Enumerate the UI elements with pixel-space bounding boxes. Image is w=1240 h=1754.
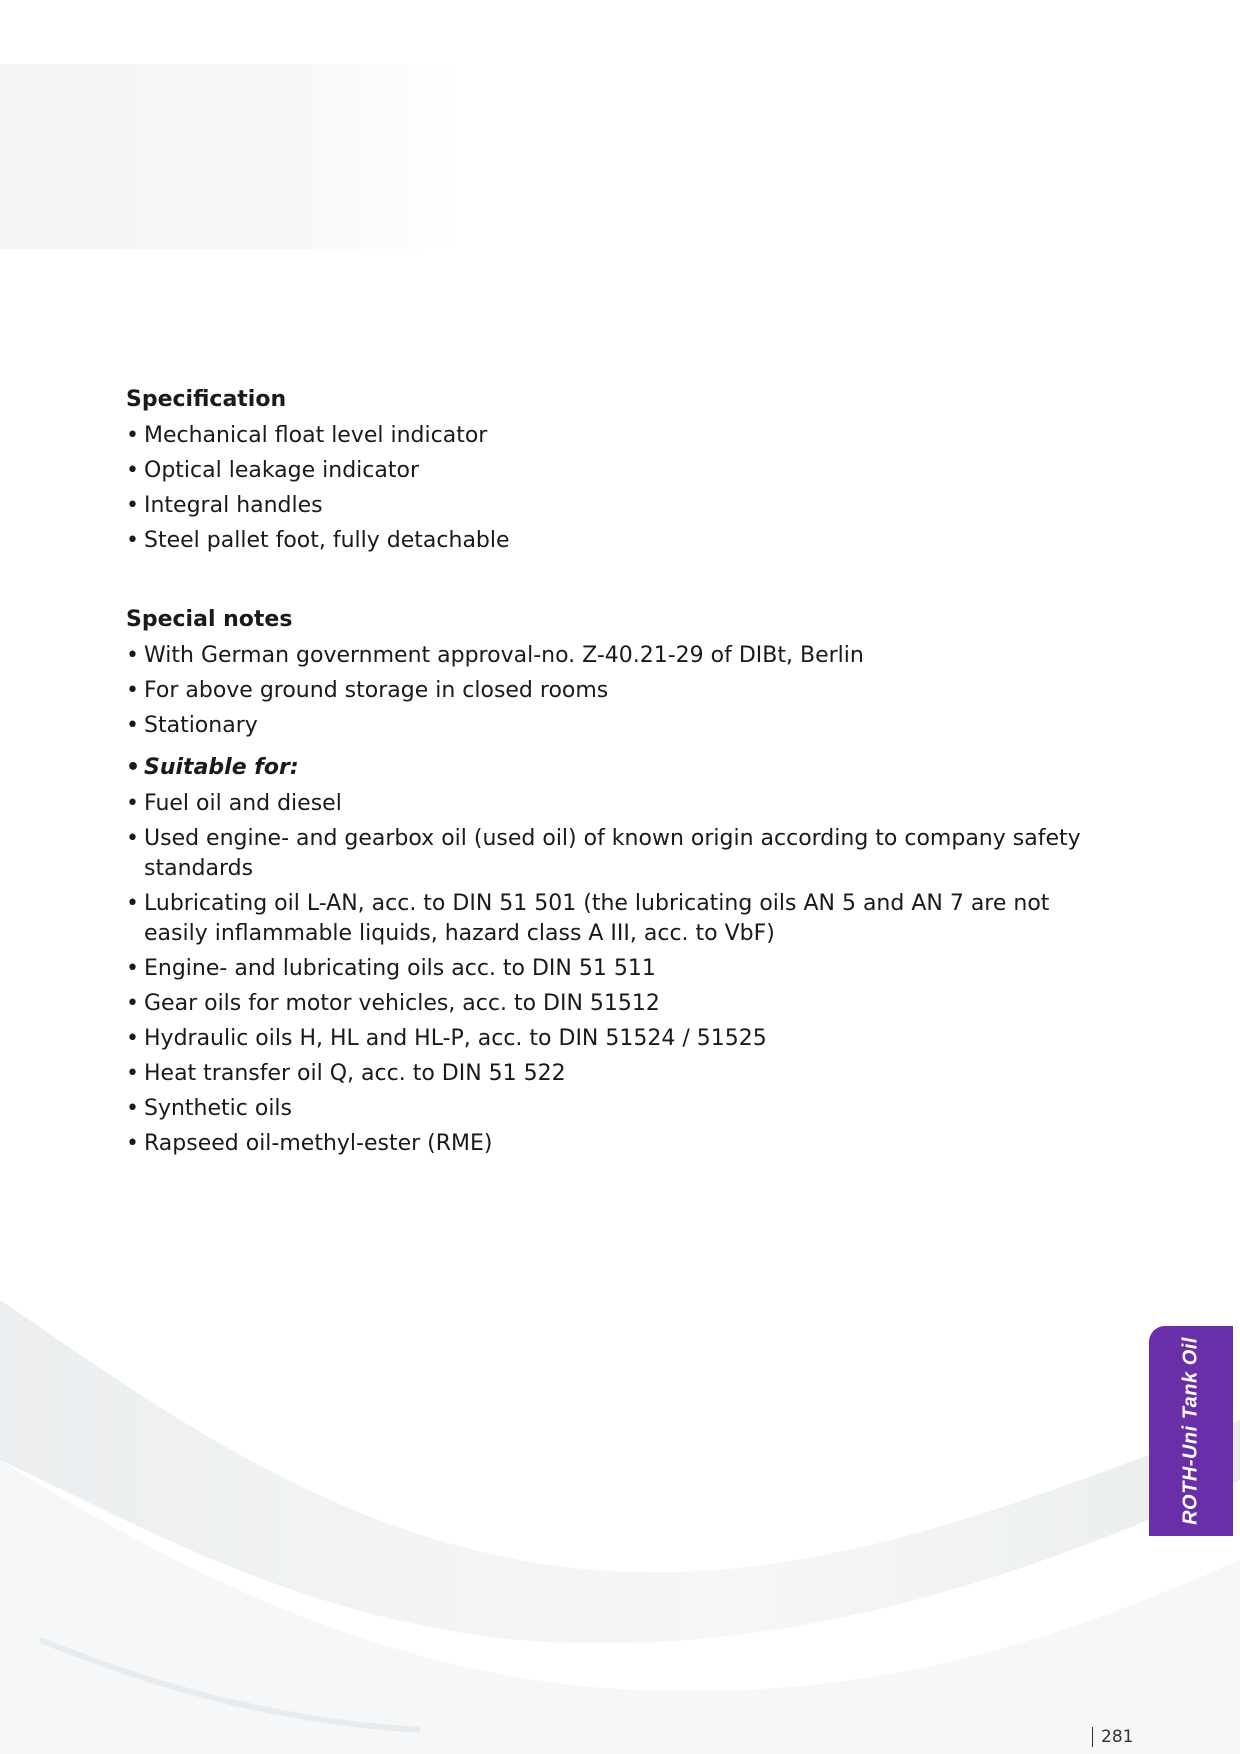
water-swoosh-background: [0, 1260, 1240, 1754]
list-item: • Integral handles: [126, 491, 1086, 521]
list-item: • Synthetic oils: [126, 1094, 1086, 1124]
list-item: • Steel pallet foot, fully detachable: [126, 526, 1086, 556]
list-item: • Rapseed oil-methyl-ester (RME): [126, 1129, 1086, 1159]
list-item: • Lubricating oil L-AN, acc. to DIN 51 501 (the lubricating oils AN 5 and AN 7 are not easily inflammable liquids, hazard class A III, acc. to VbF): [126, 889, 1086, 949]
list-item: • Engine- and lubricating oils acc. to DIN 51 511: [126, 954, 1086, 984]
list-item: • Mechanical float level indicator: [126, 421, 1086, 451]
side-tab-label: ROTH-Uni Tank Oil: [1179, 1337, 1202, 1525]
list-item: • Stationary: [126, 711, 1086, 741]
list-item: • Hydraulic oils H, HL and HL-P, acc. to DIN 51524 / 51525: [126, 1024, 1086, 1054]
special-notes-heading: Special notes: [126, 607, 293, 632]
product-side-tab: [1149, 1326, 1233, 1536]
section-spacer: [126, 561, 1086, 603]
list-item: • Fuel oil and diesel: [126, 789, 1086, 819]
faint-header-block: [0, 64, 460, 249]
page-number: 281: [1092, 1727, 1133, 1747]
list-item: • Heat transfer oil Q, acc. to DIN 51 522: [126, 1059, 1086, 1089]
suitable-for-label: • Suitable for:: [126, 753, 1086, 783]
list-item: • For above ground storage in closed rooms: [126, 676, 1086, 706]
specification-list: [126, 421, 1086, 556]
list-item: • With German government approval-no. Z-40.21-29 of DIBt, Berlin: [126, 641, 1086, 671]
list-item: • Used engine- and gearbox oil (used oil) of known origin according to company safety standards: [126, 824, 1086, 884]
specification-heading: Specification: [126, 387, 287, 412]
special-notes-list: [126, 641, 1086, 1159]
main-content: [126, 383, 1086, 1164]
list-item: • Optical leakage indicator: [126, 456, 1086, 486]
list-item: • Gear oils for motor vehicles, acc. to DIN 51512: [126, 989, 1086, 1019]
